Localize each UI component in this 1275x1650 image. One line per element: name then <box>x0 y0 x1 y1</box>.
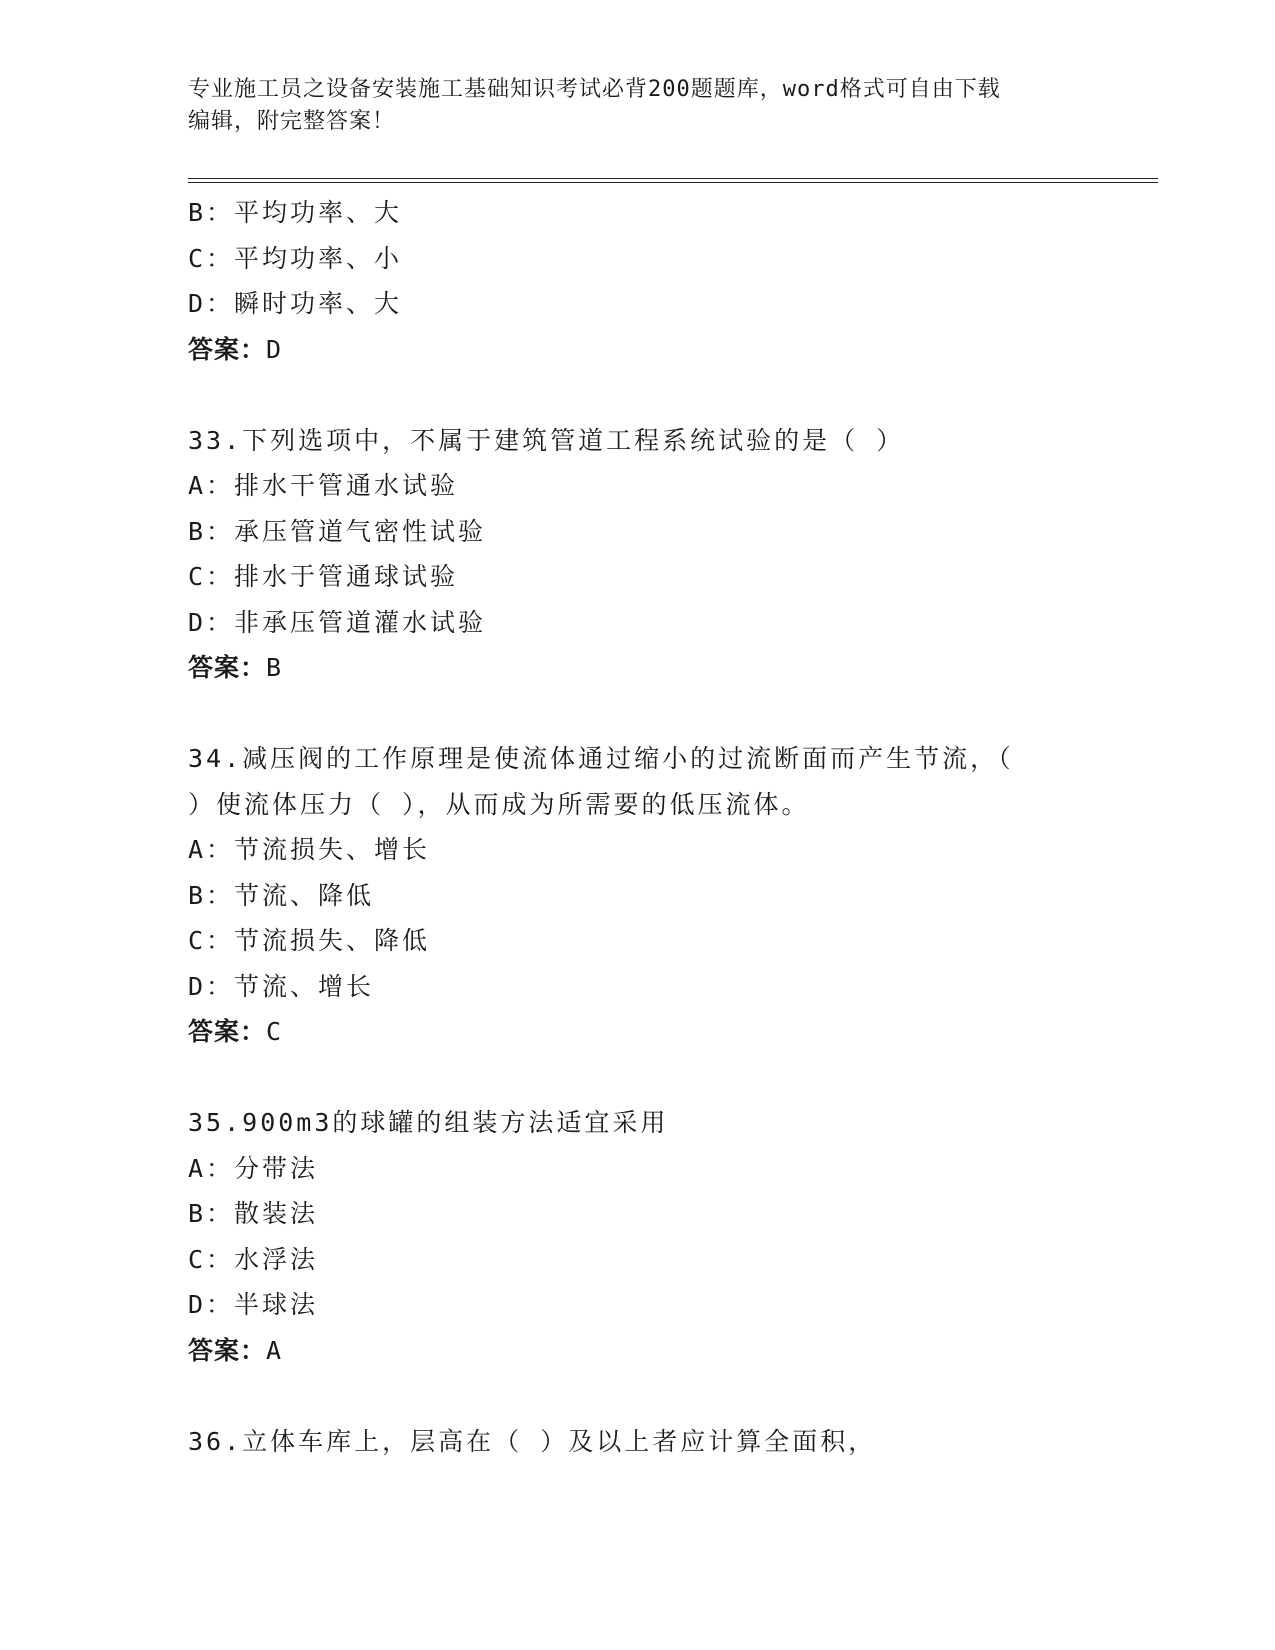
question-34 <box>188 736 1158 1055</box>
question-33 <box>188 418 1158 691</box>
option-d: D：非承压管道灌水试验 <box>188 607 487 637</box>
answer-label: 答案： <box>188 1335 267 1365</box>
header-title-line-1: 专业施工员之设备安装施工基础知识考试必背200题题库，word格式可自由下载 <box>188 77 1001 102</box>
option-c: C：节流损失、降低 <box>188 926 431 955</box>
question-text-line-2: ）使流体压力（ ），从而成为所需要的低压流体。 <box>188 789 810 819</box>
option-a: A：节流损失、增长 <box>188 835 431 864</box>
option-d: D：瞬时功率、大 <box>188 289 403 318</box>
header-title-line-2: 编辑，附完整答案！ <box>188 109 396 134</box>
document-header <box>188 74 1088 138</box>
answer-label: 答案： <box>188 1017 267 1046</box>
option-b: B：节流、降低 <box>188 880 375 910</box>
option-c: C：水浮法 <box>188 1244 319 1274</box>
option-a: A：分带法 <box>188 1153 319 1183</box>
answer-value: C <box>266 1017 283 1046</box>
question-32-tail <box>188 190 1158 372</box>
question-list <box>188 190 1158 1464</box>
question-35 <box>188 1100 1158 1373</box>
option-c: C：平均功率、小 <box>188 243 403 273</box>
option-d: D：节流、增长 <box>188 971 375 1001</box>
option-b: B：散装法 <box>188 1199 319 1228</box>
header-divider <box>188 178 1158 183</box>
option-a: A：排水干管通水试验 <box>188 471 459 500</box>
answer-line <box>188 1328 1158 1374</box>
answer-value: B <box>266 653 283 682</box>
answer-label: 答案： <box>188 653 267 682</box>
option-d: D：半球法 <box>188 1290 319 1319</box>
answer-value: A <box>266 1335 283 1365</box>
answer-line <box>188 1009 1158 1055</box>
option-b: B：承压管道气密性试验 <box>188 516 487 546</box>
answer-label: 答案： <box>188 334 267 364</box>
answer-value: D <box>266 334 283 364</box>
question-text: 35.900m3的球罐的组装方法适宜采用 <box>188 1108 669 1137</box>
option-b: B：平均功率、大 <box>188 198 403 227</box>
option-c: C：排水于管通球试验 <box>188 562 459 591</box>
question-text-line-1: 34.减压阀的工作原理是使流体通过缩小的过流断面而产生节流，（ <box>188 744 1014 773</box>
question-text: 36.立体车库上，层高在（ ）及以上者应计算全面积， <box>188 1426 877 1456</box>
question-36 <box>188 1419 1158 1465</box>
question-text: 33.下列选项中，不属于建筑管道工程系统试验的是（ ） <box>188 425 905 455</box>
answer-line <box>188 645 1158 691</box>
answer-line <box>188 327 1158 373</box>
